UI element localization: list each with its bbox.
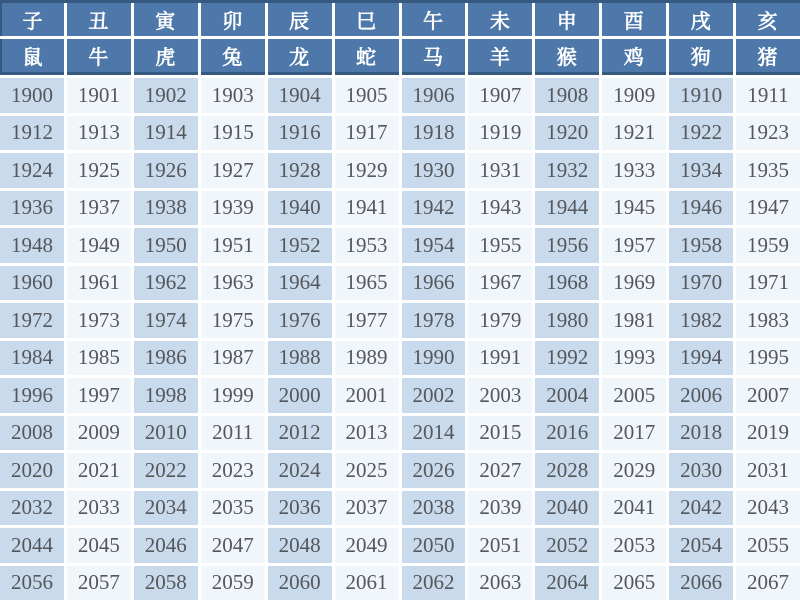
year-cell: 2005 (602, 378, 666, 413)
year-cell: 1964 (268, 266, 332, 301)
year-cell: 2060 (268, 566, 332, 600)
year-cell: 2026 (402, 453, 466, 488)
year-cell: 1987 (201, 341, 265, 376)
year-cell: 2006 (669, 378, 733, 413)
year-cell: 1912 (0, 116, 64, 151)
animal-header-cell: 兔 (201, 39, 265, 75)
year-cell: 1954 (402, 228, 466, 263)
year-cell: 1948 (0, 228, 64, 263)
year-cell: 1996 (0, 378, 64, 413)
year-cell: 1988 (268, 341, 332, 376)
year-cell: 1994 (669, 341, 733, 376)
branch-header-cell: 亥 (736, 3, 800, 36)
year-cell: 1945 (602, 191, 666, 226)
branch-header-cell: 酉 (602, 3, 666, 36)
year-cell: 2001 (335, 378, 399, 413)
year-cell: 2045 (67, 528, 131, 563)
year-cell: 2025 (335, 453, 399, 488)
year-cell: 1949 (67, 228, 131, 263)
year-cell: 1933 (602, 153, 666, 188)
year-cell: 1903 (201, 78, 265, 113)
year-cell: 1997 (67, 378, 131, 413)
branch-header-cell: 子 (0, 3, 64, 36)
year-cell: 1969 (602, 266, 666, 301)
animal-header-cell: 马 (402, 39, 466, 75)
year-cell: 1957 (602, 228, 666, 263)
year-cell: 1905 (335, 78, 399, 113)
year-cell: 1943 (468, 191, 532, 226)
year-cell: 2015 (468, 416, 532, 451)
year-cell: 1983 (736, 303, 800, 338)
year-cell: 2020 (0, 453, 64, 488)
year-cell: 2044 (0, 528, 64, 563)
year-cell: 1913 (67, 116, 131, 151)
year-cell: 1911 (736, 78, 800, 113)
year-cell: 1956 (535, 228, 599, 263)
year-cell: 1971 (736, 266, 800, 301)
branch-header-cell: 申 (535, 3, 599, 36)
year-cell: 1900 (0, 78, 64, 113)
year-cell: 1923 (736, 116, 800, 151)
year-cell: 1925 (67, 153, 131, 188)
year-cell: 1939 (201, 191, 265, 226)
year-cell: 1936 (0, 191, 64, 226)
animal-header-cell: 龙 (268, 39, 332, 75)
year-cell: 2017 (602, 416, 666, 451)
branch-header-cell: 戌 (669, 3, 733, 36)
year-cell: 1909 (602, 78, 666, 113)
branch-header-cell: 寅 (134, 3, 198, 36)
year-cell: 2034 (134, 491, 198, 526)
year-cell: 1952 (268, 228, 332, 263)
year-cell: 1974 (134, 303, 198, 338)
year-cell: 1984 (0, 341, 64, 376)
year-cell: 2041 (602, 491, 666, 526)
year-cell: 1991 (468, 341, 532, 376)
branch-header-cell: 未 (468, 3, 532, 36)
year-cell: 1950 (134, 228, 198, 263)
year-cell: 2030 (669, 453, 733, 488)
year-cell: 1999 (201, 378, 265, 413)
animal-header-cell: 牛 (67, 39, 131, 75)
year-cell: 2031 (736, 453, 800, 488)
year-cell: 1938 (134, 191, 198, 226)
year-cell: 2023 (201, 453, 265, 488)
year-cell: 2003 (468, 378, 532, 413)
animal-header-cell: 狗 (669, 39, 733, 75)
year-cell: 2016 (535, 416, 599, 451)
year-cell: 1920 (535, 116, 599, 151)
year-cell: 2050 (402, 528, 466, 563)
year-cell: 1908 (535, 78, 599, 113)
year-cell: 2049 (335, 528, 399, 563)
year-cell: 1960 (0, 266, 64, 301)
year-cell: 2028 (535, 453, 599, 488)
year-cell: 2013 (335, 416, 399, 451)
animal-header-cell: 鸡 (602, 39, 666, 75)
year-cell: 1953 (335, 228, 399, 263)
year-cell: 2009 (67, 416, 131, 451)
year-cell: 1970 (669, 266, 733, 301)
branch-header-cell: 巳 (335, 3, 399, 36)
year-cell: 1942 (402, 191, 466, 226)
year-cell: 1922 (669, 116, 733, 151)
year-cell: 2022 (134, 453, 198, 488)
animal-header-cell: 猪 (736, 39, 800, 75)
year-cell: 1901 (67, 78, 131, 113)
year-cell: 2032 (0, 491, 64, 526)
year-cell: 1959 (736, 228, 800, 263)
year-cell: 2052 (535, 528, 599, 563)
year-cell: 1955 (468, 228, 532, 263)
animal-header-cell: 蛇 (335, 39, 399, 75)
year-cell: 1929 (335, 153, 399, 188)
year-cell: 2014 (402, 416, 466, 451)
branch-header-cell: 辰 (268, 3, 332, 36)
year-cell: 1931 (468, 153, 532, 188)
year-cell: 2061 (335, 566, 399, 600)
branch-header-cell: 卯 (201, 3, 265, 36)
year-cell: 1902 (134, 78, 198, 113)
year-cell: 1918 (402, 116, 466, 151)
year-cell: 1926 (134, 153, 198, 188)
year-cell: 1963 (201, 266, 265, 301)
year-cell: 2053 (602, 528, 666, 563)
year-cell: 2063 (468, 566, 532, 600)
year-cell: 2029 (602, 453, 666, 488)
year-cell: 1932 (535, 153, 599, 188)
year-cell: 1965 (335, 266, 399, 301)
year-cell: 1910 (669, 78, 733, 113)
year-cell: 1919 (468, 116, 532, 151)
year-cell: 2010 (134, 416, 198, 451)
year-cell: 1904 (268, 78, 332, 113)
year-cell: 1985 (67, 341, 131, 376)
year-cell: 2042 (669, 491, 733, 526)
year-cell: 1951 (201, 228, 265, 263)
year-cell: 2058 (134, 566, 198, 600)
year-cell: 2064 (535, 566, 599, 600)
year-cell: 2051 (468, 528, 532, 563)
year-cell: 1947 (736, 191, 800, 226)
year-cell: 1995 (736, 341, 800, 376)
year-cell: 1982 (669, 303, 733, 338)
year-cell: 2000 (268, 378, 332, 413)
year-cell: 2043 (736, 491, 800, 526)
year-cell: 2004 (535, 378, 599, 413)
year-cell: 1998 (134, 378, 198, 413)
year-cell: 2057 (67, 566, 131, 600)
year-cell: 1967 (468, 266, 532, 301)
year-cell: 2059 (201, 566, 265, 600)
year-cell: 2012 (268, 416, 332, 451)
year-cell: 2027 (468, 453, 532, 488)
year-cell: 2018 (669, 416, 733, 451)
year-cell: 1977 (335, 303, 399, 338)
year-cell: 2037 (335, 491, 399, 526)
year-cell: 1924 (0, 153, 64, 188)
animal-header-cell: 猴 (535, 39, 599, 75)
branch-header-cell: 午 (402, 3, 466, 36)
year-cell: 1928 (268, 153, 332, 188)
year-cell: 2002 (402, 378, 466, 413)
year-cell: 2035 (201, 491, 265, 526)
year-cell: 1980 (535, 303, 599, 338)
year-cell: 1961 (67, 266, 131, 301)
year-cell: 1958 (669, 228, 733, 263)
animal-header-cell: 虎 (134, 39, 198, 75)
year-cell: 2066 (669, 566, 733, 600)
year-cell: 2046 (134, 528, 198, 563)
year-cell: 2040 (535, 491, 599, 526)
year-cell: 1927 (201, 153, 265, 188)
year-cell: 2048 (268, 528, 332, 563)
year-cell: 2011 (201, 416, 265, 451)
year-cell: 1972 (0, 303, 64, 338)
year-cell: 2038 (402, 491, 466, 526)
year-cell: 1990 (402, 341, 466, 376)
year-cell: 1930 (402, 153, 466, 188)
year-cell: 1979 (468, 303, 532, 338)
year-cell: 2021 (67, 453, 131, 488)
year-cell: 1976 (268, 303, 332, 338)
year-cell: 1906 (402, 78, 466, 113)
animal-header-cell: 鼠 (0, 39, 64, 75)
year-cell: 2033 (67, 491, 131, 526)
year-cell: 2039 (468, 491, 532, 526)
year-cell: 2024 (268, 453, 332, 488)
year-cell: 1992 (535, 341, 599, 376)
year-cell: 1915 (201, 116, 265, 151)
year-cell: 2007 (736, 378, 800, 413)
year-cell: 1973 (67, 303, 131, 338)
year-cell: 1981 (602, 303, 666, 338)
year-cell: 1907 (468, 78, 532, 113)
year-cell: 2054 (669, 528, 733, 563)
year-cell: 2062 (402, 566, 466, 600)
year-cell: 1940 (268, 191, 332, 226)
year-cell: 1937 (67, 191, 131, 226)
year-cell: 1975 (201, 303, 265, 338)
year-cell: 1966 (402, 266, 466, 301)
branch-header-cell: 丑 (67, 3, 131, 36)
year-cell: 1916 (268, 116, 332, 151)
year-cell: 1962 (134, 266, 198, 301)
year-cell: 2055 (736, 528, 800, 563)
year-cell: 1993 (602, 341, 666, 376)
year-cell: 1921 (602, 116, 666, 151)
animal-header-cell: 羊 (468, 39, 532, 75)
year-cell: 2036 (268, 491, 332, 526)
year-cell: 1968 (535, 266, 599, 301)
year-cell: 1917 (335, 116, 399, 151)
year-cell: 1978 (402, 303, 466, 338)
year-cell: 2065 (602, 566, 666, 600)
year-cell: 1941 (335, 191, 399, 226)
year-cell: 1944 (535, 191, 599, 226)
year-cell: 2008 (0, 416, 64, 451)
year-cell: 1935 (736, 153, 800, 188)
year-cell: 1989 (335, 341, 399, 376)
year-cell: 2056 (0, 566, 64, 600)
year-cell: 1914 (134, 116, 198, 151)
year-cell: 1986 (134, 341, 198, 376)
year-cell: 2047 (201, 528, 265, 563)
year-cell: 2067 (736, 566, 800, 600)
year-cell: 1934 (669, 153, 733, 188)
year-cell: 1946 (669, 191, 733, 226)
year-cell: 2019 (736, 416, 800, 451)
